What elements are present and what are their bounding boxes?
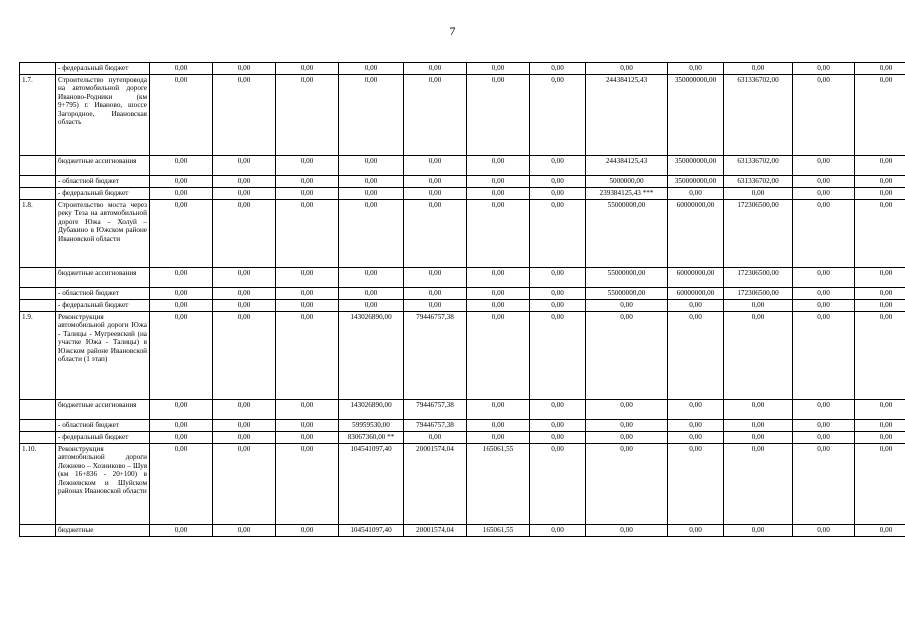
value-cell: 0,00 bbox=[724, 444, 793, 525]
value-cell: 83067360,00 ** bbox=[339, 432, 404, 444]
value-cell: 0,00 bbox=[467, 156, 530, 176]
value-cell: 0,00 bbox=[668, 63, 724, 75]
table-row bbox=[20, 176, 905, 188]
value-cell: 0,00 bbox=[530, 176, 586, 188]
value-cell: 0,00 bbox=[150, 188, 213, 200]
budget-table bbox=[19, 62, 905, 537]
value-cell: 0,00 bbox=[150, 400, 213, 420]
value-cell: 0,00 bbox=[467, 288, 530, 300]
value-cell: 244384125,43 bbox=[586, 75, 668, 156]
value-cell: 0,00 bbox=[150, 268, 213, 288]
value-cell: 0,00 bbox=[586, 312, 668, 400]
value-cell: 0,00 bbox=[586, 525, 668, 537]
value-cell: 0,00 bbox=[276, 300, 339, 312]
value-cell: 0,00 bbox=[467, 75, 530, 156]
value-cell: 0,00 bbox=[793, 268, 855, 288]
value-cell: 0,00 bbox=[276, 444, 339, 525]
table-row bbox=[20, 300, 905, 312]
value-cell: 0,00 bbox=[586, 432, 668, 444]
value-cell: 0,00 bbox=[213, 525, 276, 537]
value-cell: 0,00 bbox=[530, 400, 586, 420]
value-cell: 0,00 bbox=[276, 432, 339, 444]
row-number bbox=[20, 268, 56, 288]
value-cell: 0,00 bbox=[793, 288, 855, 300]
value-cell: 0,00 bbox=[213, 444, 276, 525]
value-cell: 0,00 bbox=[855, 300, 905, 312]
value-cell: 0,00 bbox=[276, 63, 339, 75]
row-label: - областной бюджет bbox=[56, 288, 150, 300]
value-cell: 0,00 bbox=[404, 75, 467, 156]
value-cell: 60000000,00 bbox=[668, 268, 724, 288]
row-label: - федеральный бюджет bbox=[56, 432, 150, 444]
value-cell: 0,00 bbox=[793, 444, 855, 525]
value-cell: 0,00 bbox=[586, 400, 668, 420]
value-cell: 0,00 bbox=[530, 420, 586, 432]
value-cell: 0,00 bbox=[724, 400, 793, 420]
value-cell: 0,00 bbox=[530, 444, 586, 525]
row-number bbox=[20, 400, 56, 420]
value-cell: 55000000,00 bbox=[586, 200, 668, 268]
value-cell: 0,00 bbox=[339, 268, 404, 288]
value-cell: 0,00 bbox=[339, 300, 404, 312]
value-cell: 0,00 bbox=[150, 288, 213, 300]
value-cell: 0,00 bbox=[213, 176, 276, 188]
table-row bbox=[20, 188, 905, 200]
value-cell: 0,00 bbox=[855, 63, 905, 75]
value-cell: 0,00 bbox=[404, 300, 467, 312]
value-cell: 0,00 bbox=[855, 312, 905, 400]
value-cell: 0,00 bbox=[213, 75, 276, 156]
table-row bbox=[20, 444, 905, 525]
value-cell: 5000000,00 bbox=[586, 176, 668, 188]
value-cell: 0,00 bbox=[467, 176, 530, 188]
row-label: - областной бюджет bbox=[56, 176, 150, 188]
value-cell: 0,00 bbox=[668, 420, 724, 432]
value-cell: 0,00 bbox=[586, 63, 668, 75]
row-number bbox=[20, 432, 56, 444]
value-cell: 0,00 bbox=[213, 288, 276, 300]
value-cell: 0,00 bbox=[276, 420, 339, 432]
row-number bbox=[20, 525, 56, 537]
value-cell: 0,00 bbox=[404, 176, 467, 188]
value-cell: 0,00 bbox=[150, 300, 213, 312]
value-cell: 0,00 bbox=[793, 420, 855, 432]
value-cell: 0,00 bbox=[276, 188, 339, 200]
value-cell: 0,00 bbox=[467, 188, 530, 200]
row-label: бюджетные ассигнования bbox=[56, 156, 150, 176]
value-cell: 0,00 bbox=[339, 176, 404, 188]
value-cell: 0,00 bbox=[276, 176, 339, 188]
value-cell: 0,00 bbox=[668, 432, 724, 444]
row-label: бюджетные ассигнования bbox=[56, 268, 150, 288]
value-cell: 350000000,00 bbox=[668, 176, 724, 188]
value-cell: 244384125,43 bbox=[586, 156, 668, 176]
value-cell: 0,00 bbox=[793, 200, 855, 268]
value-cell: 0,00 bbox=[467, 312, 530, 400]
row-number bbox=[20, 420, 56, 432]
value-cell: 79446757,38 bbox=[404, 400, 467, 420]
row-number bbox=[20, 288, 56, 300]
value-cell: 0,00 bbox=[530, 188, 586, 200]
value-cell: 0,00 bbox=[793, 188, 855, 200]
value-cell: 0,00 bbox=[467, 300, 530, 312]
row-number: 1.7. bbox=[20, 75, 56, 156]
value-cell: 0,00 bbox=[467, 432, 530, 444]
value-cell: 0,00 bbox=[150, 176, 213, 188]
value-cell: 0,00 bbox=[213, 63, 276, 75]
value-cell: 0,00 bbox=[404, 432, 467, 444]
value-cell: 0,00 bbox=[276, 200, 339, 268]
value-cell: 0,00 bbox=[855, 288, 905, 300]
row-number bbox=[20, 156, 56, 176]
value-cell: 0,00 bbox=[213, 400, 276, 420]
value-cell: 0,00 bbox=[855, 420, 905, 432]
value-cell: 0,00 bbox=[150, 525, 213, 537]
value-cell: 0,00 bbox=[855, 188, 905, 200]
value-cell: 0,00 bbox=[213, 300, 276, 312]
value-cell: 350000000,00 bbox=[668, 156, 724, 176]
value-cell: 0,00 bbox=[855, 200, 905, 268]
row-label: Строительство моста через реку Теза на автомобильной дороге Южа – Холуй – Дубакино в Южском районе Ивановской области bbox=[56, 200, 150, 268]
value-cell: 0,00 bbox=[668, 300, 724, 312]
value-cell: 0,00 bbox=[530, 312, 586, 400]
page-number: 7 bbox=[449, 24, 456, 38]
value-cell: 0,00 bbox=[339, 75, 404, 156]
value-cell: 0,00 bbox=[276, 288, 339, 300]
row-label: бюджетные ассигнования bbox=[56, 400, 150, 420]
value-cell: 0,00 bbox=[793, 312, 855, 400]
value-cell: 350000000,00 bbox=[668, 75, 724, 156]
value-cell: 0,00 bbox=[339, 188, 404, 200]
table-row bbox=[20, 420, 905, 432]
value-cell: 631336702,00 bbox=[724, 75, 793, 156]
row-number: 1.10. bbox=[20, 444, 56, 525]
value-cell: 79446757,38 bbox=[404, 420, 467, 432]
value-cell: 20001574,04 bbox=[404, 444, 467, 525]
value-cell: 0,00 bbox=[855, 444, 905, 525]
value-cell: 0,00 bbox=[724, 312, 793, 400]
table-row bbox=[20, 288, 905, 300]
table-row bbox=[20, 200, 905, 268]
value-cell: 0,00 bbox=[855, 156, 905, 176]
value-cell: 104541097,40 bbox=[339, 444, 404, 525]
value-cell: 0,00 bbox=[668, 525, 724, 537]
value-cell: 55000000,00 bbox=[586, 288, 668, 300]
value-cell: 79446757,38 bbox=[404, 312, 467, 400]
value-cell: 0,00 bbox=[793, 75, 855, 156]
row-label: бюджетные bbox=[56, 525, 150, 537]
value-cell: 0,00 bbox=[855, 268, 905, 288]
value-cell: 165061,55 bbox=[467, 444, 530, 525]
row-label: Реконструкция автомобильной дороги Южа - Талицы - Мугреевский (на участке Южа - Талицы) в Южском районе Ивановской области (1 этап) bbox=[56, 312, 150, 400]
value-cell: 0,00 bbox=[213, 188, 276, 200]
value-cell: 0,00 bbox=[855, 525, 905, 537]
value-cell: 0,00 bbox=[793, 525, 855, 537]
value-cell: 104541097,40 bbox=[339, 525, 404, 537]
row-number bbox=[20, 63, 56, 75]
value-cell: 0,00 bbox=[530, 268, 586, 288]
value-cell: 20001574,04 bbox=[404, 525, 467, 537]
value-cell: 0,00 bbox=[404, 156, 467, 176]
value-cell: 172306500,00 bbox=[724, 268, 793, 288]
value-cell: 143026890,00 bbox=[339, 400, 404, 420]
value-cell: 0,00 bbox=[467, 268, 530, 288]
value-cell: 0,00 bbox=[668, 444, 724, 525]
value-cell: 172306500,00 bbox=[724, 200, 793, 268]
value-cell: 0,00 bbox=[404, 188, 467, 200]
value-cell: 0,00 bbox=[276, 525, 339, 537]
value-cell: 60000000,00 bbox=[668, 288, 724, 300]
row-label: - федеральный бюджет bbox=[56, 63, 150, 75]
table-row bbox=[20, 525, 905, 537]
value-cell: 0,00 bbox=[213, 312, 276, 400]
table-row bbox=[20, 75, 905, 156]
value-cell: 0,00 bbox=[339, 200, 404, 268]
value-cell: 0,00 bbox=[793, 300, 855, 312]
value-cell: 0,00 bbox=[668, 312, 724, 400]
value-cell: 0,00 bbox=[668, 188, 724, 200]
value-cell: 0,00 bbox=[530, 432, 586, 444]
value-cell: 0,00 bbox=[213, 200, 276, 268]
value-cell: 0,00 bbox=[339, 288, 404, 300]
value-cell: 0,00 bbox=[530, 75, 586, 156]
value-cell: 0,00 bbox=[213, 420, 276, 432]
value-cell: 631336702,00 bbox=[724, 156, 793, 176]
value-cell: 165061,55 bbox=[467, 525, 530, 537]
value-cell: 172306500,00 bbox=[724, 288, 793, 300]
value-cell: 143026890,00 bbox=[339, 312, 404, 400]
value-cell: 0,00 bbox=[404, 200, 467, 268]
row-label: Строительство путепровода на автомобильной дороге Иваново-Родники (км 9+795) г. Иваново, шоссе Загородное, Ивановская область bbox=[56, 75, 150, 156]
table-row bbox=[20, 268, 905, 288]
value-cell: 0,00 bbox=[276, 75, 339, 156]
value-cell: 0,00 bbox=[276, 268, 339, 288]
value-cell: 0,00 bbox=[586, 300, 668, 312]
value-cell: 0,00 bbox=[530, 156, 586, 176]
value-cell: 0,00 bbox=[586, 420, 668, 432]
value-cell: 0,00 bbox=[213, 268, 276, 288]
value-cell: 0,00 bbox=[724, 300, 793, 312]
value-cell: 0,00 bbox=[404, 288, 467, 300]
value-cell: 0,00 bbox=[793, 63, 855, 75]
table-row bbox=[20, 432, 905, 444]
value-cell: 0,00 bbox=[724, 420, 793, 432]
value-cell: 0,00 bbox=[530, 300, 586, 312]
value-cell: 0,00 bbox=[855, 400, 905, 420]
value-cell: 0,00 bbox=[404, 63, 467, 75]
value-cell: 0,00 bbox=[793, 156, 855, 176]
value-cell: 0,00 bbox=[855, 75, 905, 156]
row-number bbox=[20, 300, 56, 312]
value-cell: 0,00 bbox=[213, 156, 276, 176]
value-cell: 0,00 bbox=[530, 200, 586, 268]
row-number: 1.9. bbox=[20, 312, 56, 400]
value-cell: 0,00 bbox=[855, 176, 905, 188]
value-cell: 0,00 bbox=[530, 525, 586, 537]
value-cell: 0,00 bbox=[724, 432, 793, 444]
value-cell: 59959530,00 bbox=[339, 420, 404, 432]
value-cell: 631336702,00 bbox=[724, 176, 793, 188]
value-cell: 0,00 bbox=[530, 288, 586, 300]
table-row bbox=[20, 400, 905, 420]
value-cell: 0,00 bbox=[855, 432, 905, 444]
row-label: - федеральный бюджет bbox=[56, 188, 150, 200]
value-cell: 0,00 bbox=[276, 400, 339, 420]
value-cell: 0,00 bbox=[276, 312, 339, 400]
value-cell: 0,00 bbox=[467, 400, 530, 420]
row-label: - федеральный бюджет bbox=[56, 300, 150, 312]
value-cell: 0,00 bbox=[668, 400, 724, 420]
value-cell: 0,00 bbox=[586, 444, 668, 525]
value-cell: 0,00 bbox=[339, 63, 404, 75]
value-cell: 0,00 bbox=[150, 432, 213, 444]
value-cell: 0,00 bbox=[150, 420, 213, 432]
row-number bbox=[20, 188, 56, 200]
value-cell: 0,00 bbox=[150, 63, 213, 75]
value-cell: 0,00 bbox=[339, 156, 404, 176]
value-cell: 0,00 bbox=[467, 63, 530, 75]
value-cell: 55000000,00 bbox=[586, 268, 668, 288]
row-label: - областной бюджет bbox=[56, 420, 150, 432]
table-row bbox=[20, 156, 905, 176]
row-label: Реконструкция автомобильной дороги Лежнево – Хозниково – Шуя (км 16+836 - 20+100) в Лежневском и Шуйском районах Ивановской области bbox=[56, 444, 150, 525]
table-row bbox=[20, 312, 905, 400]
value-cell: 0,00 bbox=[467, 420, 530, 432]
value-cell: 0,00 bbox=[150, 156, 213, 176]
value-cell: 0,00 bbox=[276, 156, 339, 176]
value-cell: 0,00 bbox=[793, 176, 855, 188]
value-cell: 0,00 bbox=[793, 432, 855, 444]
value-cell: 0,00 bbox=[724, 188, 793, 200]
table-row bbox=[20, 63, 905, 75]
value-cell: 0,00 bbox=[213, 432, 276, 444]
value-cell: 0,00 bbox=[724, 525, 793, 537]
value-cell: 0,00 bbox=[150, 312, 213, 400]
value-cell: 0,00 bbox=[467, 200, 530, 268]
value-cell: 0,00 bbox=[150, 444, 213, 525]
value-cell: 0,00 bbox=[724, 63, 793, 75]
row-number bbox=[20, 176, 56, 188]
value-cell: 239384125,43 *** bbox=[586, 188, 668, 200]
row-number: 1.8. bbox=[20, 200, 56, 268]
value-cell: 0,00 bbox=[150, 75, 213, 156]
value-cell: 60000000,00 bbox=[668, 200, 724, 268]
value-cell: 0,00 bbox=[150, 200, 213, 268]
value-cell: 0,00 bbox=[404, 268, 467, 288]
value-cell: 0,00 bbox=[793, 400, 855, 420]
value-cell: 0,00 bbox=[530, 63, 586, 75]
